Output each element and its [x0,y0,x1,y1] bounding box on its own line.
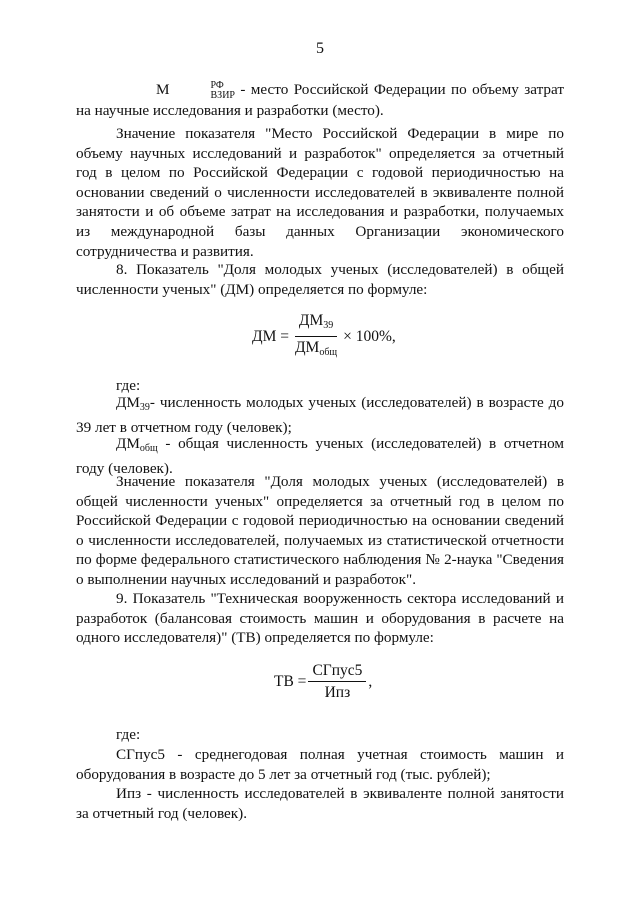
item-9-heading: 9. Показатель "Техническая вооруженность сектора исследований и разработок (балансовая стоимость машин и оборудования в расчете на одного исследователя)" (ТВ) определяется по формуле: [76,590,564,647]
definition-dm-obsh: $ДМ_{общ}$ - общая численность ученых (исследователей) в отчетном году (человек). [76,435,564,477]
definition-ipz: Ипз - численность исследователей в эквиваленте полной занятости за отчетный год (человек). [76,785,564,822]
definition-sgpus5: СГпус5 - среднегодовая полная учетная стоимость машин и оборудования в возрасте до 5 лет за отчетный год (тыс. рублей); [76,746,564,783]
paragraph-russia-rank: Значение показателя "Место Российской Федерации в мире по объему научных исследований и разработок" определяется за отчетный год в целом по Российской Федерации с годовой периодичностью на основании сведений о численности исследователей в эквиваленте полной занятости и об объеме затрат на исследования и разработки, получаемых из международной базы данных Организации экономического сотрудничества и развития. [76,125,564,260]
m-symbol: М РФ ВЗИР [156,79,235,101]
item-8-heading: 8. Показатель "Доля молодых ученых (исследователей) в общей численности ученых" (ДМ) определяется по формуле: [76,261,564,298]
where-label-2: где: [116,726,141,743]
formula-tv-tail: , [368,673,373,690]
formula-tv-fraction: $\frac{\text{СГпус5}}{\text{Ипз}}$ [308,662,366,702]
paragraph-young-scientists: Значение показателя "Доля молодых ученых (исследователей) в общей численности ученых" определяется за отчетный год в целом по Российской Федерации с годовой периодичностью на основании сведений о численности исследователей, получаемых из статистической отчетности по форме федерального статистического наблюдения № 2-наука "Сведения о выполнении научных исследований и разработок". [76,473,564,588]
formula-dm-lhs: ДМ = [252,328,289,345]
formula-tv-lhs: ТВ = [274,673,307,690]
formula-tv [274,662,372,702]
definition-m-rf: М РФ ВЗИР - место Российской Федерации по объему затрат на научные исследования и разработки (место). [76,79,564,119]
page-number: 5 [316,40,324,57]
definition-dm39: $ДМ_{39}-$ численность молодых ученых (исследователей) в возрасте до 39 лет в отчетном году (человек); [76,394,564,436]
where-label-1: где: [116,377,141,394]
formula-dm-tail: × 100%, [343,328,396,345]
formula-dm-fraction: $\frac{ДМ_{39}}{ДМ_{общ}}$ [294,312,338,358]
formula-dm [252,312,396,362]
